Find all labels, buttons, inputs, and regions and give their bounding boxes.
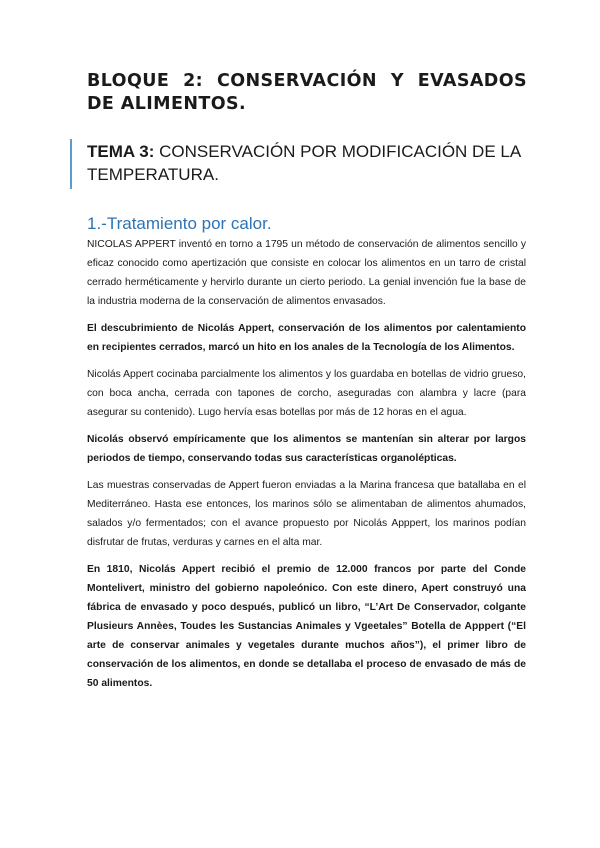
tema-accent-bar	[70, 139, 72, 189]
paragraph-4: Nicolás observó empíricamente que los alimentos se mantenían sin alterar por largos periodos de tiempo, conservando todas sus características organolépticas.	[87, 434, 526, 464]
section-title: 1.-Tratamiento por calor.	[87, 214, 272, 233]
tema-title: CONSERVACIÓN POR MODIFICACIÓN DE LA TEMPERATURA.	[87, 142, 521, 184]
paragraph-2: El descubrimiento de Nicolás Appert, conservación de los alimentos por calentamiento en recipientes cerrados, marcó un hito en los anales de la Tecnología de los Alimentos.	[87, 323, 526, 353]
block-title: BLOQUE 2: CONSERVACIÓN Y EVASADOS DE ALIMENTOS.	[87, 71, 527, 114]
paragraph-5: Las muestras conservadas de Appert fueron enviadas a la Marina francesa que batallaba en el Mediterráneo. Hasta ese entonces, los marinos sólo se alimentaban de alimentos ahumados, salados y/o fermentados; con el avance propuesto por Nicolás Apppert, los marinos podían disfrutar de frutas, verduras y carnes en el alta mar.	[87, 480, 526, 548]
paragraph-6: En 1810, Nicolás Appert recibió el premio de 12.000 francos por parte del Conde Montelivert, ministro del gobierno napoleónico. Con este dinero, Apert construyó una fábrica de envasado y poco después, publicó un libro, “L’Art De Conservador, colgante Plusieurs Annèes, Toudes les Sustancias Animales y Vgeetales” Botella de Apppert (“El arte de conservar animales y vegetales durante muchos años”), el primer libro de conservación de los alimentos, en donde se detallaba el proceso de envasado de más de 50 alimentos.	[87, 564, 526, 689]
paragraph-3: Nicolás Appert cocinaba parcialmente los alimentos y los guardaba en botellas de vidrio grueso, con boca ancha, cerrada con tapones de corcho, aseguradas con alambra y lacre (para asegurar su contenido). Lugo hervía esas botellas por más de 12 horas en el agua.	[87, 369, 526, 418]
paragraph-1: NICOLAS APPERT inventó en torno a 1795 un método de conservación de alimentos sencillo y eficaz conocido como apertización que consiste en colocar los alimentos en un tarro de cristal cerrado herméticamente y hervirlo durante un cierto periodo. La genial invención fue la base de la industria moderna de la conservación de alimentos envasados.	[87, 239, 526, 307]
tema-label: TEMA 3:	[87, 142, 155, 161]
body-text	[87, 235, 526, 701]
tema-heading	[87, 140, 532, 186]
